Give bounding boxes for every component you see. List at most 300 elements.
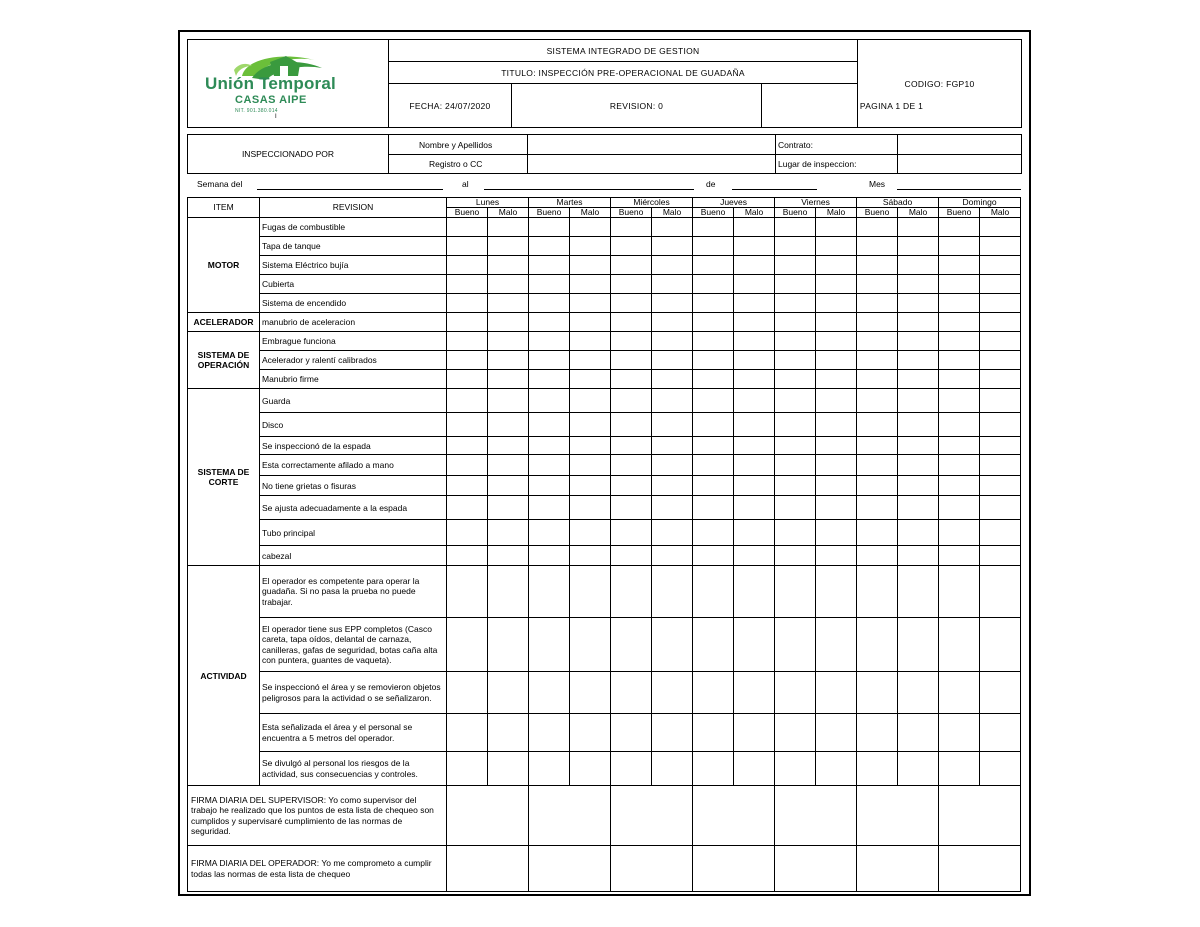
bad-check-cell[interactable] — [652, 437, 693, 455]
bad-check-cell[interactable] — [570, 275, 611, 294]
bad-check-cell[interactable] — [652, 332, 693, 351]
good-check-cell[interactable] — [447, 256, 488, 275]
bad-check-cell[interactable] — [488, 275, 529, 294]
bad-check-cell[interactable] — [816, 618, 857, 672]
good-check-cell[interactable] — [529, 218, 570, 237]
good-check-cell[interactable] — [693, 218, 734, 237]
good-check-cell[interactable] — [775, 351, 816, 370]
good-check-cell[interactable] — [447, 437, 488, 455]
bad-check-cell[interactable] — [980, 455, 1021, 476]
bad-check-cell[interactable] — [488, 566, 529, 618]
bad-check-cell[interactable] — [488, 546, 529, 566]
bad-check-cell[interactable] — [980, 546, 1021, 566]
bad-check-cell[interactable] — [652, 275, 693, 294]
bad-check-cell[interactable] — [734, 332, 775, 351]
bad-check-cell[interactable] — [980, 496, 1021, 520]
bad-check-cell[interactable] — [816, 714, 857, 752]
good-check-cell[interactable] — [529, 413, 570, 437]
bad-check-cell[interactable] — [488, 351, 529, 370]
good-check-cell[interactable] — [775, 332, 816, 351]
good-check-cell[interactable] — [447, 566, 488, 618]
good-check-cell[interactable] — [447, 294, 488, 313]
good-check-cell[interactable] — [529, 389, 570, 413]
bad-check-cell[interactable] — [816, 566, 857, 618]
good-check-cell[interactable] — [529, 566, 570, 618]
bad-check-cell[interactable] — [898, 294, 939, 313]
good-check-cell[interactable] — [857, 256, 898, 275]
good-check-cell[interactable] — [447, 672, 488, 714]
bad-check-cell[interactable] — [898, 256, 939, 275]
good-check-cell[interactable] — [447, 520, 488, 546]
bad-check-cell[interactable] — [570, 389, 611, 413]
id-field[interactable] — [528, 155, 776, 174]
good-check-cell[interactable] — [775, 476, 816, 496]
bad-check-cell[interactable] — [980, 313, 1021, 332]
bad-check-cell[interactable] — [980, 351, 1021, 370]
good-check-cell[interactable] — [939, 275, 980, 294]
good-check-cell[interactable] — [611, 313, 652, 332]
bad-check-cell[interactable] — [570, 520, 611, 546]
good-check-cell[interactable] — [693, 237, 734, 256]
bad-check-cell[interactable] — [734, 672, 775, 714]
bad-check-cell[interactable] — [488, 476, 529, 496]
good-check-cell[interactable] — [857, 496, 898, 520]
bad-check-cell[interactable] — [652, 389, 693, 413]
good-check-cell[interactable] — [939, 332, 980, 351]
bad-check-cell[interactable] — [980, 476, 1021, 496]
supervisor-signature-cell[interactable] — [611, 786, 693, 846]
bad-check-cell[interactable] — [980, 389, 1021, 413]
bad-check-cell[interactable] — [980, 370, 1021, 389]
bad-check-cell[interactable] — [980, 437, 1021, 455]
good-check-cell[interactable] — [529, 672, 570, 714]
good-check-cell[interactable] — [693, 752, 734, 786]
good-check-cell[interactable] — [447, 496, 488, 520]
good-check-cell[interactable] — [611, 752, 652, 786]
good-check-cell[interactable] — [611, 256, 652, 275]
good-check-cell[interactable] — [775, 389, 816, 413]
bad-check-cell[interactable] — [816, 496, 857, 520]
good-check-cell[interactable] — [857, 332, 898, 351]
contract-field[interactable] — [898, 135, 1022, 155]
operator-signature-cell[interactable] — [447, 846, 529, 892]
bad-check-cell[interactable] — [570, 413, 611, 437]
good-check-cell[interactable] — [529, 496, 570, 520]
good-check-cell[interactable] — [611, 455, 652, 476]
good-check-cell[interactable] — [775, 714, 816, 752]
bad-check-cell[interactable] — [898, 520, 939, 546]
bad-check-cell[interactable] — [898, 370, 939, 389]
good-check-cell[interactable] — [693, 256, 734, 275]
good-check-cell[interactable] — [857, 520, 898, 546]
bad-check-cell[interactable] — [488, 672, 529, 714]
bad-check-cell[interactable] — [816, 351, 857, 370]
bad-check-cell[interactable] — [652, 256, 693, 275]
good-check-cell[interactable] — [775, 237, 816, 256]
bad-check-cell[interactable] — [734, 351, 775, 370]
bad-check-cell[interactable] — [980, 294, 1021, 313]
bad-check-cell[interactable] — [734, 520, 775, 546]
good-check-cell[interactable] — [611, 294, 652, 313]
operator-signature-cell[interactable] — [939, 846, 1021, 892]
bad-check-cell[interactable] — [816, 294, 857, 313]
good-check-cell[interactable] — [611, 496, 652, 520]
bad-check-cell[interactable] — [898, 752, 939, 786]
good-check-cell[interactable] — [939, 294, 980, 313]
bad-check-cell[interactable] — [980, 237, 1021, 256]
good-check-cell[interactable] — [939, 672, 980, 714]
good-check-cell[interactable] — [611, 389, 652, 413]
bad-check-cell[interactable] — [570, 496, 611, 520]
good-check-cell[interactable] — [857, 351, 898, 370]
bad-check-cell[interactable] — [488, 618, 529, 672]
good-check-cell[interactable] — [693, 413, 734, 437]
operator-signature-cell[interactable] — [857, 846, 939, 892]
good-check-cell[interactable] — [857, 218, 898, 237]
good-check-cell[interactable] — [693, 332, 734, 351]
good-check-cell[interactable] — [693, 672, 734, 714]
bad-check-cell[interactable] — [898, 332, 939, 351]
month-field[interactable] — [897, 189, 1021, 190]
good-check-cell[interactable] — [611, 413, 652, 437]
bad-check-cell[interactable] — [570, 237, 611, 256]
good-check-cell[interactable] — [529, 294, 570, 313]
bad-check-cell[interactable] — [570, 294, 611, 313]
name-field[interactable] — [528, 135, 776, 155]
good-check-cell[interactable] — [611, 520, 652, 546]
good-check-cell[interactable] — [939, 237, 980, 256]
bad-check-cell[interactable] — [816, 455, 857, 476]
good-check-cell[interactable] — [611, 275, 652, 294]
good-check-cell[interactable] — [939, 752, 980, 786]
good-check-cell[interactable] — [775, 256, 816, 275]
supervisor-signature-cell[interactable] — [939, 786, 1021, 846]
good-check-cell[interactable] — [447, 332, 488, 351]
bad-check-cell[interactable] — [652, 294, 693, 313]
bad-check-cell[interactable] — [980, 672, 1021, 714]
good-check-cell[interactable] — [775, 413, 816, 437]
bad-check-cell[interactable] — [570, 566, 611, 618]
bad-check-cell[interactable] — [652, 370, 693, 389]
good-check-cell[interactable] — [775, 275, 816, 294]
good-check-cell[interactable] — [775, 496, 816, 520]
bad-check-cell[interactable] — [898, 351, 939, 370]
good-check-cell[interactable] — [939, 714, 980, 752]
bad-check-cell[interactable] — [488, 370, 529, 389]
bad-check-cell[interactable] — [816, 520, 857, 546]
bad-check-cell[interactable] — [980, 218, 1021, 237]
bad-check-cell[interactable] — [652, 714, 693, 752]
bad-check-cell[interactable] — [570, 714, 611, 752]
bad-check-cell[interactable] — [816, 413, 857, 437]
bad-check-cell[interactable] — [816, 275, 857, 294]
good-check-cell[interactable] — [693, 275, 734, 294]
good-check-cell[interactable] — [693, 546, 734, 566]
bad-check-cell[interactable] — [488, 413, 529, 437]
bad-check-cell[interactable] — [734, 218, 775, 237]
bad-check-cell[interactable] — [980, 752, 1021, 786]
bad-check-cell[interactable] — [652, 218, 693, 237]
good-check-cell[interactable] — [939, 413, 980, 437]
good-check-cell[interactable] — [611, 237, 652, 256]
bad-check-cell[interactable] — [488, 752, 529, 786]
good-check-cell[interactable] — [447, 413, 488, 437]
good-check-cell[interactable] — [693, 389, 734, 413]
bad-check-cell[interactable] — [488, 256, 529, 275]
bad-check-cell[interactable] — [734, 237, 775, 256]
good-check-cell[interactable] — [857, 476, 898, 496]
good-check-cell[interactable] — [693, 714, 734, 752]
bad-check-cell[interactable] — [652, 752, 693, 786]
good-check-cell[interactable] — [775, 546, 816, 566]
good-check-cell[interactable] — [693, 313, 734, 332]
good-check-cell[interactable] — [447, 752, 488, 786]
bad-check-cell[interactable] — [898, 389, 939, 413]
good-check-cell[interactable] — [775, 672, 816, 714]
good-check-cell[interactable] — [611, 546, 652, 566]
bad-check-cell[interactable] — [980, 714, 1021, 752]
bad-check-cell[interactable] — [570, 618, 611, 672]
bad-check-cell[interactable] — [652, 672, 693, 714]
bad-check-cell[interactable] — [734, 370, 775, 389]
good-check-cell[interactable] — [447, 455, 488, 476]
good-check-cell[interactable] — [693, 351, 734, 370]
week-end-field[interactable] — [484, 189, 694, 190]
good-check-cell[interactable] — [939, 476, 980, 496]
good-check-cell[interactable] — [857, 370, 898, 389]
good-check-cell[interactable] — [857, 237, 898, 256]
good-check-cell[interactable] — [447, 370, 488, 389]
good-check-cell[interactable] — [693, 294, 734, 313]
good-check-cell[interactable] — [939, 256, 980, 275]
good-check-cell[interactable] — [529, 520, 570, 546]
bad-check-cell[interactable] — [652, 455, 693, 476]
bad-check-cell[interactable] — [980, 520, 1021, 546]
bad-check-cell[interactable] — [652, 313, 693, 332]
good-check-cell[interactable] — [693, 437, 734, 455]
bad-check-cell[interactable] — [734, 256, 775, 275]
bad-check-cell[interactable] — [652, 351, 693, 370]
good-check-cell[interactable] — [529, 351, 570, 370]
bad-check-cell[interactable] — [734, 313, 775, 332]
good-check-cell[interactable] — [939, 566, 980, 618]
good-check-cell[interactable] — [693, 496, 734, 520]
good-check-cell[interactable] — [939, 351, 980, 370]
bad-check-cell[interactable] — [652, 520, 693, 546]
good-check-cell[interactable] — [939, 218, 980, 237]
bad-check-cell[interactable] — [488, 237, 529, 256]
good-check-cell[interactable] — [611, 218, 652, 237]
bad-check-cell[interactable] — [898, 672, 939, 714]
bad-check-cell[interactable] — [816, 752, 857, 786]
bad-check-cell[interactable] — [734, 618, 775, 672]
good-check-cell[interactable] — [693, 455, 734, 476]
good-check-cell[interactable] — [529, 437, 570, 455]
good-check-cell[interactable] — [939, 520, 980, 546]
bad-check-cell[interactable] — [652, 496, 693, 520]
bad-check-cell[interactable] — [898, 546, 939, 566]
good-check-cell[interactable] — [529, 313, 570, 332]
good-check-cell[interactable] — [447, 275, 488, 294]
good-check-cell[interactable] — [529, 275, 570, 294]
good-check-cell[interactable] — [939, 370, 980, 389]
supervisor-signature-cell[interactable] — [693, 786, 775, 846]
bad-check-cell[interactable] — [652, 476, 693, 496]
bad-check-cell[interactable] — [816, 437, 857, 455]
good-check-cell[interactable] — [857, 437, 898, 455]
bad-check-cell[interactable] — [816, 218, 857, 237]
bad-check-cell[interactable] — [652, 566, 693, 618]
good-check-cell[interactable] — [857, 566, 898, 618]
supervisor-signature-cell[interactable] — [529, 786, 611, 846]
bad-check-cell[interactable] — [898, 476, 939, 496]
good-check-cell[interactable] — [857, 714, 898, 752]
supervisor-signature-cell[interactable] — [775, 786, 857, 846]
good-check-cell[interactable] — [775, 520, 816, 546]
bad-check-cell[interactable] — [898, 313, 939, 332]
bad-check-cell[interactable] — [816, 256, 857, 275]
bad-check-cell[interactable] — [816, 476, 857, 496]
good-check-cell[interactable] — [857, 313, 898, 332]
supervisor-signature-cell[interactable] — [857, 786, 939, 846]
good-check-cell[interactable] — [939, 618, 980, 672]
bad-check-cell[interactable] — [488, 455, 529, 476]
good-check-cell[interactable] — [693, 618, 734, 672]
good-check-cell[interactable] — [939, 389, 980, 413]
good-check-cell[interactable] — [611, 370, 652, 389]
good-check-cell[interactable] — [857, 618, 898, 672]
good-check-cell[interactable] — [447, 218, 488, 237]
bad-check-cell[interactable] — [570, 218, 611, 237]
good-check-cell[interactable] — [857, 546, 898, 566]
bad-check-cell[interactable] — [652, 237, 693, 256]
good-check-cell[interactable] — [529, 476, 570, 496]
bad-check-cell[interactable] — [570, 351, 611, 370]
good-check-cell[interactable] — [447, 546, 488, 566]
operator-signature-cell[interactable] — [693, 846, 775, 892]
bad-check-cell[interactable] — [898, 237, 939, 256]
bad-check-cell[interactable] — [734, 275, 775, 294]
good-check-cell[interactable] — [775, 370, 816, 389]
week-start-field[interactable] — [257, 189, 443, 190]
good-check-cell[interactable] — [775, 313, 816, 332]
good-check-cell[interactable] — [611, 332, 652, 351]
bad-check-cell[interactable] — [488, 520, 529, 546]
good-check-cell[interactable] — [939, 313, 980, 332]
good-check-cell[interactable] — [939, 546, 980, 566]
good-check-cell[interactable] — [857, 672, 898, 714]
bad-check-cell[interactable] — [652, 618, 693, 672]
bad-check-cell[interactable] — [816, 389, 857, 413]
good-check-cell[interactable] — [857, 413, 898, 437]
good-check-cell[interactable] — [529, 714, 570, 752]
good-check-cell[interactable] — [775, 218, 816, 237]
good-check-cell[interactable] — [775, 437, 816, 455]
good-check-cell[interactable] — [611, 618, 652, 672]
bad-check-cell[interactable] — [734, 476, 775, 496]
good-check-cell[interactable] — [857, 389, 898, 413]
bad-check-cell[interactable] — [980, 332, 1021, 351]
bad-check-cell[interactable] — [980, 566, 1021, 618]
good-check-cell[interactable] — [447, 476, 488, 496]
good-check-cell[interactable] — [939, 437, 980, 455]
bad-check-cell[interactable] — [734, 455, 775, 476]
bad-check-cell[interactable] — [816, 313, 857, 332]
bad-check-cell[interactable] — [816, 546, 857, 566]
operator-signature-cell[interactable] — [611, 846, 693, 892]
bad-check-cell[interactable] — [980, 275, 1021, 294]
bad-check-cell[interactable] — [734, 389, 775, 413]
good-check-cell[interactable] — [529, 237, 570, 256]
good-check-cell[interactable] — [529, 752, 570, 786]
bad-check-cell[interactable] — [816, 237, 857, 256]
good-check-cell[interactable] — [529, 370, 570, 389]
good-check-cell[interactable] — [529, 546, 570, 566]
bad-check-cell[interactable] — [734, 496, 775, 520]
bad-check-cell[interactable] — [816, 370, 857, 389]
bad-check-cell[interactable] — [734, 437, 775, 455]
good-check-cell[interactable] — [611, 566, 652, 618]
good-check-cell[interactable] — [529, 618, 570, 672]
bad-check-cell[interactable] — [980, 413, 1021, 437]
good-check-cell[interactable] — [693, 370, 734, 389]
bad-check-cell[interactable] — [980, 256, 1021, 275]
bad-check-cell[interactable] — [734, 294, 775, 313]
good-check-cell[interactable] — [611, 476, 652, 496]
good-check-cell[interactable] — [447, 351, 488, 370]
good-check-cell[interactable] — [939, 455, 980, 476]
good-check-cell[interactable] — [693, 520, 734, 546]
bad-check-cell[interactable] — [652, 546, 693, 566]
operator-signature-cell[interactable] — [529, 846, 611, 892]
good-check-cell[interactable] — [529, 256, 570, 275]
bad-check-cell[interactable] — [570, 332, 611, 351]
good-check-cell[interactable] — [447, 237, 488, 256]
bad-check-cell[interactable] — [570, 752, 611, 786]
bad-check-cell[interactable] — [734, 566, 775, 618]
bad-check-cell[interactable] — [570, 546, 611, 566]
good-check-cell[interactable] — [693, 566, 734, 618]
bad-check-cell[interactable] — [898, 275, 939, 294]
bad-check-cell[interactable] — [980, 618, 1021, 672]
bad-check-cell[interactable] — [488, 389, 529, 413]
good-check-cell[interactable] — [447, 618, 488, 672]
bad-check-cell[interactable] — [898, 218, 939, 237]
bad-check-cell[interactable] — [488, 313, 529, 332]
bad-check-cell[interactable] — [570, 370, 611, 389]
bad-check-cell[interactable] — [570, 455, 611, 476]
good-check-cell[interactable] — [775, 566, 816, 618]
bad-check-cell[interactable] — [488, 294, 529, 313]
good-check-cell[interactable] — [529, 332, 570, 351]
operator-signature-cell[interactable] — [775, 846, 857, 892]
good-check-cell[interactable] — [857, 455, 898, 476]
bad-check-cell[interactable] — [816, 332, 857, 351]
good-check-cell[interactable] — [857, 294, 898, 313]
bad-check-cell[interactable] — [898, 496, 939, 520]
bad-check-cell[interactable] — [488, 496, 529, 520]
good-check-cell[interactable] — [775, 752, 816, 786]
bad-check-cell[interactable] — [898, 566, 939, 618]
good-check-cell[interactable] — [775, 294, 816, 313]
good-check-cell[interactable] — [447, 313, 488, 332]
bad-check-cell[interactable] — [898, 413, 939, 437]
good-check-cell[interactable] — [857, 275, 898, 294]
bad-check-cell[interactable] — [488, 714, 529, 752]
bad-check-cell[interactable] — [570, 256, 611, 275]
bad-check-cell[interactable] — [570, 476, 611, 496]
good-check-cell[interactable] — [447, 714, 488, 752]
